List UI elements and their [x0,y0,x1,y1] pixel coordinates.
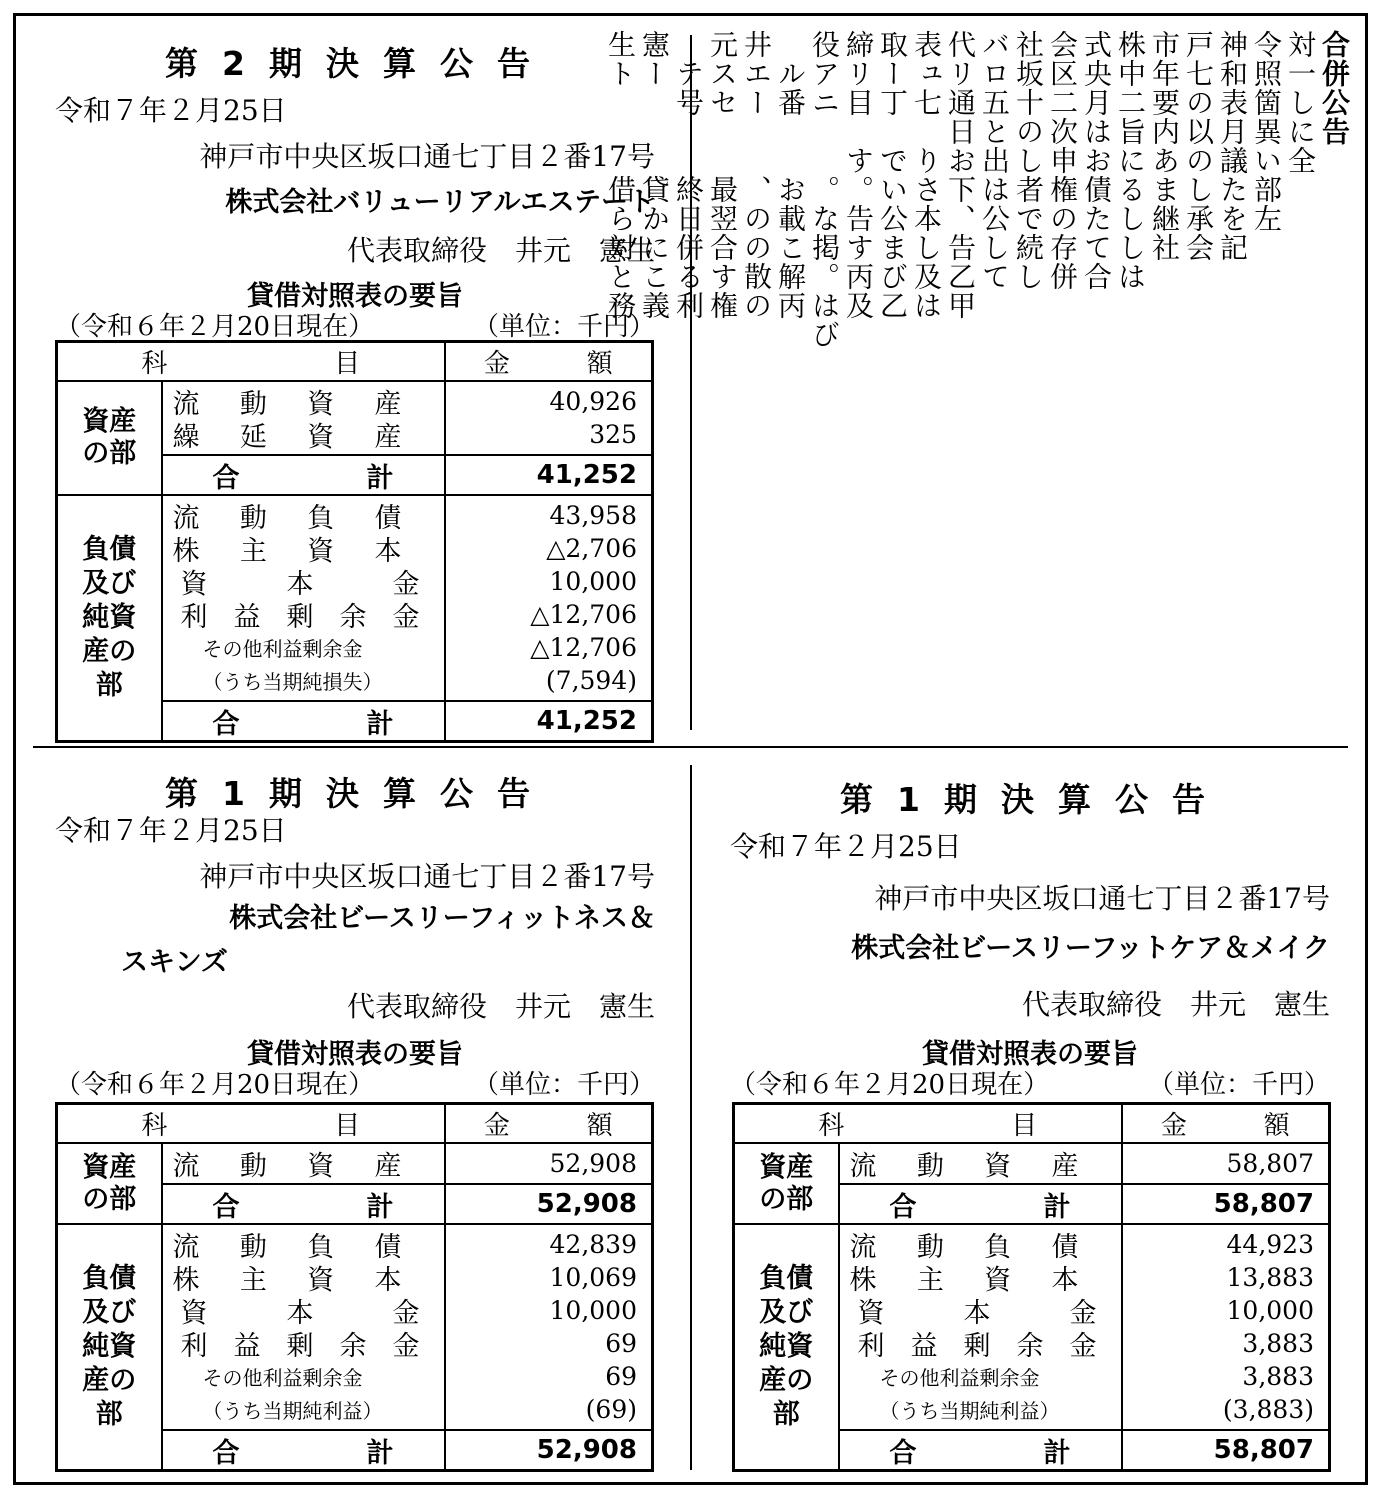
merger-body-column: 取ー丁 でい公まび乙 [876,30,909,320]
bs-unit: （単位：千円） [472,1070,655,1100]
assets-section-label: 資産の部 [82,1151,137,1215]
company-name: 株式会社ビースリーフィットネス＆ [229,903,655,934]
liability-row-amount: 3,883 [1242,1362,1314,1391]
merger-body-column: 令照箇異い部左 [1250,30,1283,233]
merger-body-column: 会区二次申権の存併 [1046,30,1079,291]
header-item: 科 [818,1111,845,1141]
header-amount: 金 [483,349,510,379]
liability-row-label: （うち当期純利益） [202,1399,383,1423]
notice-title: 第1期決算公告 [165,774,554,813]
notice-title: 第2期決算公告 [165,44,554,83]
table-header [734,1104,1330,1144]
representative: 代表取締役 井元 憲生 [1021,988,1330,1021]
header-item: 目 [334,1111,361,1141]
balance-sheet-table [55,1102,654,1472]
liabilities-total: 58,807 [1213,1435,1314,1465]
liability-row-label: その他利益剰余金 [202,1366,363,1390]
merger-body-column: ル番 お載こ解丙 [774,30,807,320]
notice-title: 第1期決算公告 [840,780,1229,819]
asset-row-amount: 40,926 [549,387,637,416]
merger-body-column: 元スセ 最翌合す権 [706,30,739,320]
merger-body-column: 神和表月議たを記 [1216,30,1249,262]
notice-date: 令和７年２月25日 [55,814,287,847]
merger-body-column: テ号 終日併る利 [672,30,705,320]
liability-row-amount: 10,000 [549,1296,637,1325]
liability-row-amount: (7,594) [545,666,637,695]
bs-caption [730,1064,1330,1101]
merger-body-column: 株中二旨にるししは [1114,30,1147,291]
liabilities-total-row: 合 計 58,807 [734,1430,1330,1471]
asset-row-amount: 58,807 [1226,1149,1314,1178]
bs-caption [55,306,655,343]
liabilities-total-row: 合 計 52,908 [57,1430,653,1471]
balance-sheet-table [732,1102,1331,1472]
company-name-line2: スキンズ [121,947,228,978]
company-name: 株式会社ビースリーフットケア＆メイク [851,933,1330,964]
asset-row-amount: 325 [589,420,637,449]
liability-row-label: その他利益剰余金 [202,637,363,661]
liability-row-amount: △12,706 [530,600,637,629]
bs-date: （令和６年２月20日現在） [730,1070,1050,1100]
liability-row-label: （うち当期純利益） [879,1399,1060,1423]
header-amount: 額 [586,1111,613,1141]
merger-body-column: 井エー 、のの散の [740,30,773,320]
liability-row-amount: 10,000 [1226,1296,1314,1325]
merger-body-column: 代リ通日お下、告乙甲 [944,30,977,320]
merger-body-column: 戸七の以のし承会 [1182,30,1215,262]
bs-caption [55,1064,655,1101]
company-name: 株式会社バリューリアルエステート [225,187,655,218]
liability-row-label: 株 主 資 本 [172,536,402,567]
assets-total: 52,908 [536,1189,637,1219]
representative: 代表取締役 井元 憲生 [346,234,655,267]
assets-total-row: 合 計 58,807 [734,1184,1330,1224]
liability-row-label: 流 動 負 債 [172,1232,402,1263]
asset-row-label: 流 動 資 産 [172,1151,402,1182]
asset-row-label: 繰 延 資 産 [172,422,402,453]
notice-date: 令和７年２月25日 [730,830,962,863]
merger-body-column: バロ五と出は公して [978,30,1011,291]
bs-unit: （単位：千円） [1147,1070,1330,1100]
liability-row-amount: 13,883 [1226,1263,1314,1292]
bs-date: （令和６年２月20日現在） [55,1070,375,1100]
asset-row-label: 流 動 資 産 [172,389,402,420]
merger-body-column: 対一しに全 [1284,30,1317,175]
header-amount: 金 [483,1111,510,1141]
assets-section-label: 資産の部 [759,1151,814,1215]
liability-row-label: 株 主 資 本 [849,1265,1079,1296]
liability-row-amount: (3,883) [1222,1395,1314,1424]
company-address: 神戸市中央区坂口通七丁目２番17号 [199,140,655,173]
liability-row-label: 利 益 剰 余 金 [180,1331,420,1362]
merger-body-column: 締リ目 す。告す丙及 [842,30,875,320]
liability-row-label: 資 本 金 [180,1298,420,1329]
liability-row-amount: △2,706 [546,534,637,563]
header-item: 科 [141,1111,168,1141]
horizontal-divider [33,746,1348,748]
vertical-divider-bottom [690,765,692,1470]
liability-row-label: 資 本 金 [180,569,420,600]
liabilities-total-row: 合 計 41,252 [57,701,653,742]
liability-row-label: （うち当期純損失） [202,670,383,694]
merger-body-column: 憲ー 貸かにこ義 [638,30,671,320]
liability-row-label: 株 主 資 本 [172,1265,402,1296]
bs-date: （令和６年２月20日現在） [55,312,375,342]
assets-total: 41,252 [536,460,637,490]
liability-row-amount: 42,839 [549,1230,637,1259]
notice-date: 令和７年２月25日 [55,94,287,127]
merger-body-column: 市年要内あま継社 [1148,30,1181,262]
liability-row-label: 利 益 剰 余 金 [180,602,420,633]
company-address: 神戸市中央区坂口通七丁目２番17号 [874,882,1330,915]
merger-body-column: 表ュ七 りさ本し及は [910,30,943,320]
liability-row-amount: (69) [585,1395,637,1424]
liability-row-amount: 43,958 [549,501,637,530]
liabilities-total: 52,908 [536,1435,637,1465]
liability-row-label: 資 本 金 [857,1298,1097,1329]
merger-body-column: 社坂十のし者で続し [1012,30,1045,291]
balance-sheet-table [55,340,654,743]
merger-body-column: 式央月はお債たて合 [1080,30,1113,291]
liability-row-amount: 3,883 [1242,1329,1314,1358]
liability-row-amount: 44,923 [1226,1230,1314,1259]
merger-body-column: 役アニ 。な掲。はび [808,30,841,349]
company-address: 神戸市中央区坂口通七丁目２番17号 [199,860,655,893]
liability-row-amount: △12,706 [530,633,637,662]
liabilities-section-label: 負債及び純資産の部 [82,534,137,701]
header-item: 目 [334,349,361,379]
liability-row-label: 流 動 負 債 [849,1232,1079,1263]
liability-row-amount: 10,069 [549,1263,637,1292]
assets-section-label: 資産の部 [82,406,137,469]
bs-title: 貸借対照表の要旨 [922,1039,1138,1070]
representative: 代表取締役 井元 憲生 [346,990,655,1023]
header-amount: 額 [1263,1111,1290,1141]
asset-row-label: 流 動 資 産 [849,1151,1079,1182]
bs-title: 貸借対照表の要旨 [247,281,463,312]
liability-row-amount: 69 [605,1329,637,1358]
liabilities-section-label: 負債及び純資産の部 [82,1263,137,1430]
assets-total-row: 合 計 41,252 [57,455,653,495]
assets-total: 58,807 [1213,1189,1314,1219]
asset-row-amount: 52,908 [549,1149,637,1178]
bs-unit: （単位：千円） [472,312,655,342]
bs-title: 貸借対照表の要旨 [247,1039,463,1070]
liability-row-amount: 10,000 [549,567,637,596]
liability-row-label: 利 益 剰 余 金 [857,1331,1097,1362]
liabilities-section-label: 負債及び純資産の部 [759,1263,814,1430]
table-header [57,342,653,382]
liabilities-total: 41,252 [536,706,637,736]
liability-row-label: その他利益剰余金 [879,1366,1040,1390]
liability-row-amount: 69 [605,1362,637,1391]
liability-row-label: 流 動 負 債 [172,503,402,534]
assets-total-row: 合 計 52,908 [57,1184,653,1224]
merger-body-column: 生ト 借ら対と務 [604,30,637,320]
header-item: 目 [1011,1111,1038,1141]
merger-title: 合併公告 [1318,30,1351,146]
table-header [57,1104,653,1144]
header-amount: 金 [1160,1111,1187,1141]
header-item: 科 [141,349,168,379]
header-amount: 額 [586,349,613,379]
